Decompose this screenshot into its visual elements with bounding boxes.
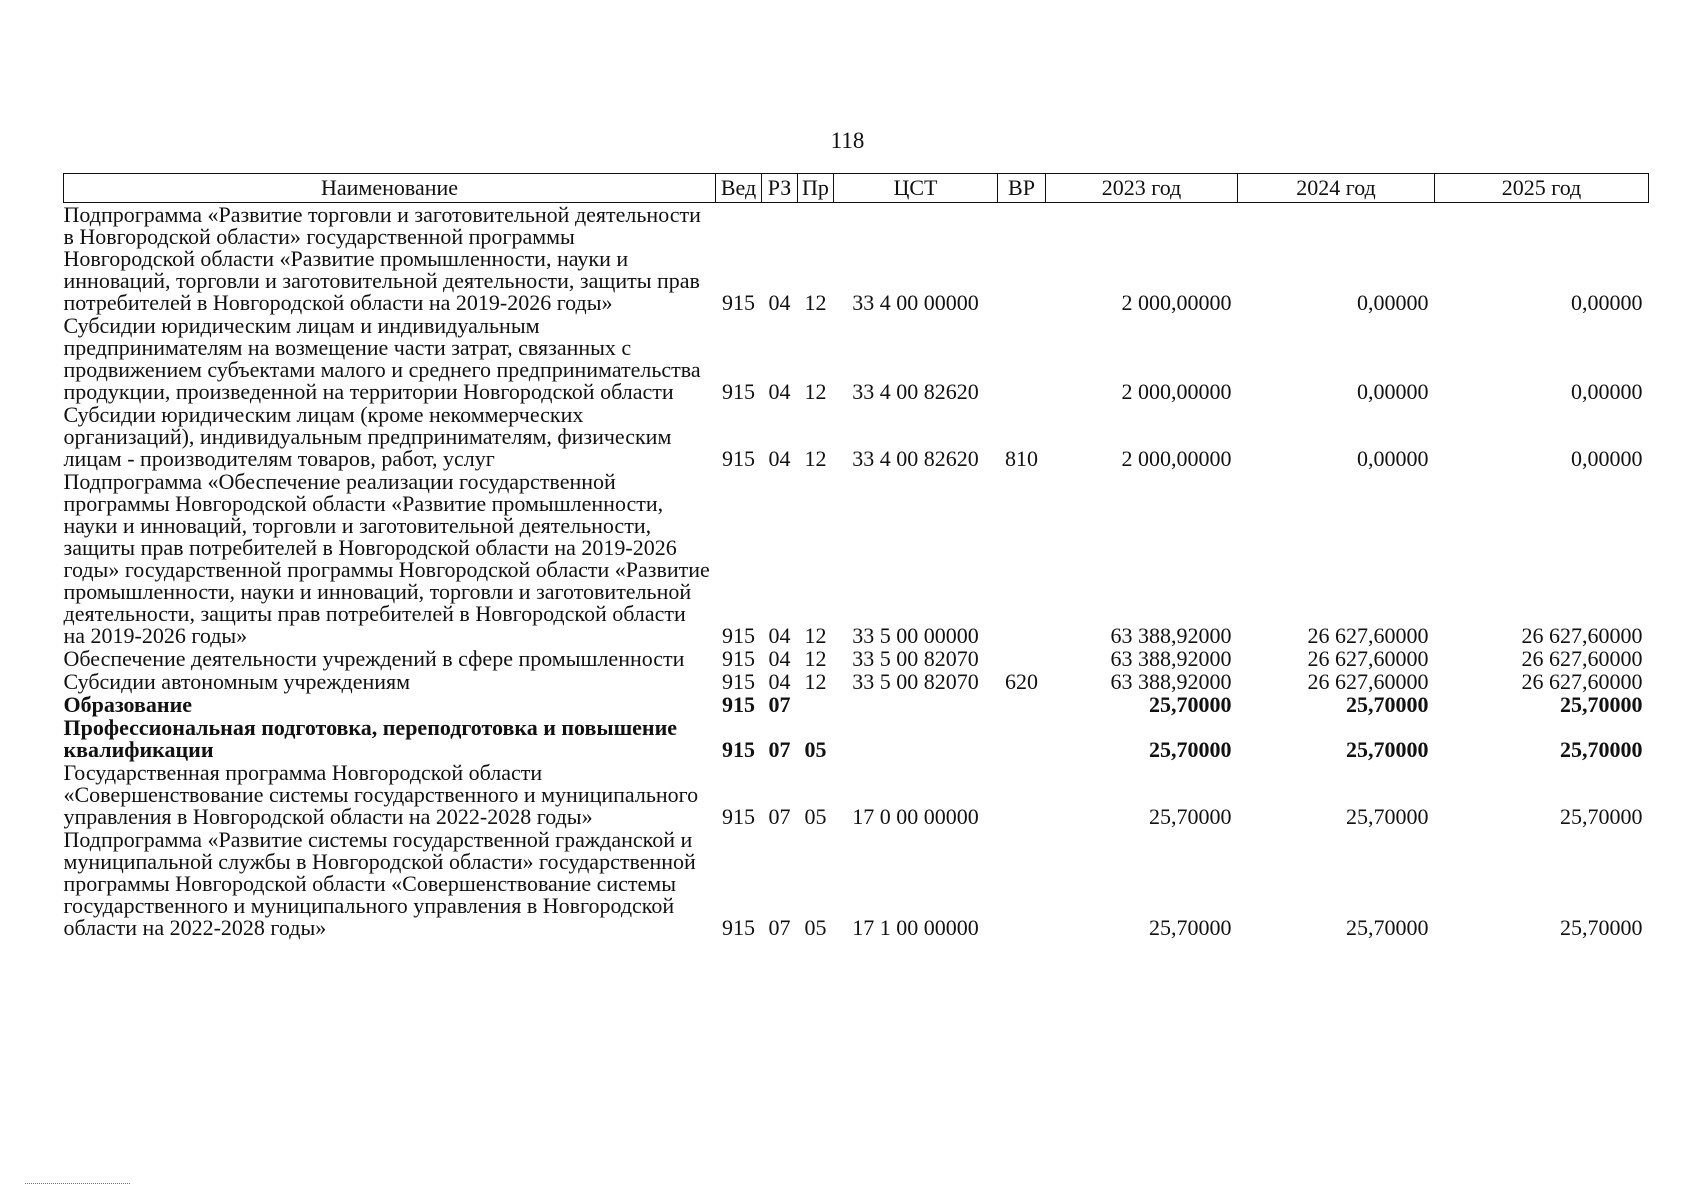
cell-ved: 915	[722, 623, 755, 648]
table-header-row	[64, 174, 1649, 203]
cell-2024: 0,00000	[1357, 290, 1429, 315]
cell-cst: 33 5 00 82070	[852, 669, 979, 694]
header-rz: РЗ	[762, 174, 798, 203]
cell-name: Образование	[63, 692, 193, 717]
cell-2025: 0,00000	[1571, 290, 1643, 315]
cell-2023: 25,70000	[1149, 692, 1232, 717]
cell-name: Подпрограмма «Развитие системы государственной гражданской и муниципальной службы в Новгородской области» государственной программы Новгородской области «Совершенствование системы государственного и муниципального управления в Новгородской области на 2022-2028 годы»	[63, 827, 696, 940]
cell-vr: 620	[1005, 669, 1038, 694]
cell-2024: 25,70000	[1346, 915, 1429, 940]
cell-2024: 25,70000	[1346, 804, 1429, 829]
cell-ved: 915	[722, 669, 755, 694]
cell-2025: 26 627,60000	[1521, 623, 1643, 648]
cell-name: Подпрограмма «Обеспечение реализации государственной программы Новгородской области «Развитие промышленности, науки и инноваций, торговли и заготовительной деятельности, защиты прав потребителей в Новгородской области на 2019-2026 годы» государственной программы Новгородской области «Развитие промышленности, науки и инноваций, торговли и заготовительной деятельности, защиты прав потребителей в Новгородской области на 2019-2026 годы»	[63, 469, 710, 648]
header-cst: ЦСТ	[834, 174, 998, 203]
cell-2023: 63 388,92000	[1110, 623, 1232, 648]
cell-pr: 12	[804, 379, 827, 404]
table-body	[64, 203, 1649, 940]
cell-cst: 33 4 00 00000	[852, 290, 979, 315]
cell-2025: 25,70000	[1560, 804, 1643, 829]
cell-name: Субсидии юридическим лицам и индивидуальным предпринимателям на возмещение части затрат, связанных с продвижением субъектами малого и среднего предпринимательства продукции, произведенной на территории Новгородской области	[63, 313, 701, 404]
cell-ved: 915	[722, 379, 755, 404]
cell-name: Субсидии автономным учреждениям	[63, 669, 411, 694]
cell-vr: 810	[1005, 446, 1038, 471]
cell-rz: 04	[768, 669, 791, 694]
cell-2025: 26 627,60000	[1521, 646, 1643, 671]
table-row	[64, 693, 1649, 716]
cell-ved: 915	[722, 290, 755, 315]
cell-cst	[834, 693, 998, 716]
cell-pr: 05	[804, 915, 827, 940]
cell-vr	[998, 647, 1046, 670]
table-row	[64, 828, 1649, 939]
table-row	[64, 761, 1649, 828]
header-ved: Вед	[716, 174, 762, 203]
cell-rz: 04	[768, 446, 791, 471]
cell-cst: 33 5 00 82070	[852, 646, 979, 671]
table-row	[64, 203, 1649, 315]
cell-vr	[998, 314, 1046, 403]
cell-rz: 04	[768, 623, 791, 648]
cell-vr	[998, 828, 1046, 939]
cell-pr: 12	[804, 446, 827, 471]
header-2025: 2025 год	[1435, 174, 1649, 203]
page-number: 118	[830, 128, 865, 153]
cell-2023: 25,70000	[1149, 915, 1232, 940]
cell-name: Подпрограмма «Развитие торговли и заготовительной деятельности в Новгородской области» государственной программы Новгородской области «Развитие промышленности, науки и инноваций, торговли и заготовительной деятельности, защиты прав потребителей в Новгородской области на 2019-2026 годы»	[63, 202, 701, 315]
cell-2025: 26 627,60000	[1521, 669, 1643, 694]
cell-name: Государственная программа Новгородской области «Совершенствование системы государственного и муниципального управления в Новгородской области на 2022-2028 годы»	[63, 760, 699, 829]
cell-ved: 915	[722, 804, 755, 829]
cell-name: Субсидии юридическим лицам (кроме некоммерческих организаций), индивидуальным предпринимателям, физическим лицам - производителям товаров, работ, услуг	[63, 402, 672, 471]
header-pr: Пр	[798, 174, 834, 203]
cell-rz: 04	[768, 646, 791, 671]
cell-pr: 05	[804, 737, 827, 762]
cell-vr	[998, 716, 1046, 761]
cell-cst: 17 0 00 00000	[852, 804, 979, 829]
cell-cst	[834, 716, 998, 761]
cell-cst: 33 5 00 00000	[852, 623, 979, 648]
header-vr: ВР	[998, 174, 1046, 203]
cell-pr: 12	[804, 646, 827, 671]
footer-rule	[25, 1183, 130, 1184]
cell-2024: 0,00000	[1357, 379, 1429, 404]
cell-ved: 915	[722, 737, 755, 762]
cell-2024: 26 627,60000	[1307, 623, 1429, 648]
cell-2024: 25,70000	[1346, 737, 1429, 762]
cell-rz: 07	[768, 737, 791, 762]
cell-2023: 63 388,92000	[1110, 669, 1232, 694]
table-row	[64, 716, 1649, 761]
header-name: Наименование	[64, 174, 716, 203]
cell-ved: 915	[722, 446, 755, 471]
table-row	[64, 670, 1649, 693]
cell-ved: 915	[722, 646, 755, 671]
cell-2024: 26 627,60000	[1307, 669, 1429, 694]
cell-pr: 05	[804, 804, 827, 829]
table-row	[64, 314, 1649, 403]
cell-cst: 17 1 00 00000	[852, 915, 979, 940]
cell-2023: 2 000,00000	[1121, 290, 1232, 315]
cell-ved: 915	[722, 915, 755, 940]
cell-2025: 0,00000	[1571, 446, 1643, 471]
cell-pr: 12	[804, 623, 827, 648]
cell-ved: 915	[722, 692, 755, 717]
cell-2024: 25,70000	[1346, 692, 1429, 717]
cell-2023: 2 000,00000	[1121, 379, 1232, 404]
header-2024: 2024 год	[1238, 174, 1435, 203]
cell-2025: 25,70000	[1560, 737, 1643, 762]
budget-table	[63, 173, 1649, 939]
cell-vr	[998, 761, 1046, 828]
cell-cst: 33 4 00 82620	[852, 446, 979, 471]
cell-pr: 12	[804, 290, 827, 315]
cell-pr: 12	[804, 669, 827, 694]
table-row	[64, 403, 1649, 470]
cell-2023: 63 388,92000	[1110, 646, 1232, 671]
cell-2025: 0,00000	[1571, 379, 1643, 404]
cell-2023: 25,70000	[1149, 737, 1232, 762]
table-row	[64, 470, 1649, 647]
cell-name: Обеспечение деятельности учреждений в сфере промышленности	[63, 646, 685, 671]
cell-rz: 04	[768, 290, 791, 315]
cell-2025: 25,70000	[1560, 692, 1643, 717]
cell-2024: 26 627,60000	[1307, 646, 1429, 671]
cell-cst: 33 4 00 82620	[852, 379, 979, 404]
table-row	[64, 647, 1649, 670]
cell-2025: 25,70000	[1560, 915, 1643, 940]
cell-rz: 04	[768, 379, 791, 404]
cell-pr	[798, 693, 834, 716]
cell-rz: 07	[768, 804, 791, 829]
header-2023: 2023 год	[1046, 174, 1238, 203]
cell-vr	[998, 203, 1046, 315]
cell-name: Профессиональная подготовка, переподготовка и повышение квалификации	[63, 715, 678, 762]
cell-vr	[998, 693, 1046, 716]
cell-rz: 07	[768, 692, 791, 717]
cell-2023: 25,70000	[1149, 804, 1232, 829]
cell-2023: 2 000,00000	[1121, 446, 1232, 471]
cell-rz: 07	[768, 915, 791, 940]
cell-2024: 0,00000	[1357, 446, 1429, 471]
cell-vr	[998, 470, 1046, 647]
